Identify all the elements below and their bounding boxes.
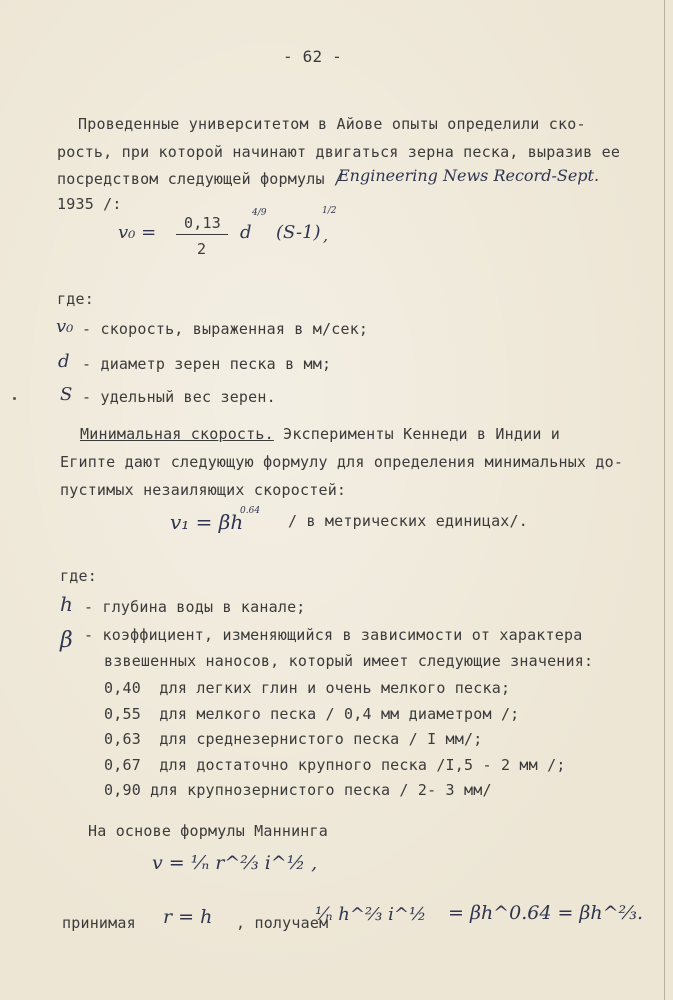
where-2-sym-h: h (60, 592, 73, 616)
margin-dot (13, 397, 16, 400)
formula-1-lhs: v₀ = (118, 222, 157, 243)
value-text: для легких глин и очень мелкого песка; (159, 679, 511, 697)
paragraph-2-line-1 (80, 425, 560, 443)
formula-1-d: d (240, 222, 252, 243)
section-heading: Минимальная скорость. (80, 425, 274, 443)
formula-1-fraction-bar (176, 234, 228, 235)
where-1-text-s: - удельный вес зерен. (82, 388, 276, 406)
paragraph-1-line-2: рость, при которой начинают двигаться зерна песка, выразив ее (57, 143, 621, 161)
value-row-3 (104, 730, 482, 748)
manning-formula: v = ¹⁄ₙ r^⅔ i^½ , (152, 852, 318, 874)
value-number: 0,67 (104, 756, 141, 774)
where-label-1: где: (57, 290, 94, 308)
where-1-sym-d: d (58, 351, 70, 372)
formula-1-s-exponent: 1/2 (322, 206, 337, 216)
paragraph-2-line-3: пустимых незаиляющих скоростей: (60, 481, 347, 499)
paragraph-2-line-1-rest: Эксперименты Кеннеди в Индии и (273, 425, 561, 443)
value-row-4 (104, 756, 566, 774)
where-1-text-d: - диаметр зерен песка в мм; (82, 355, 332, 373)
paragraph-2-line-2: Египте дают следующую формулу для определения минимальных до- (60, 453, 624, 471)
formula-1-s-term: (S-1) (276, 222, 321, 243)
paragraph-3-line-2-c: , получаем (236, 914, 329, 932)
handwritten-source: Engineering News Record-Sept. (338, 166, 600, 185)
formula-1-denominator: 2 (197, 240, 207, 258)
where-2-text-beta-1: - коэффициент, изменяющийся в зависимости от характера (84, 626, 583, 644)
paragraph-3-line-2-e: = βh^0.64 = βh^⅔. (448, 902, 644, 924)
where-label-2: где: (60, 567, 97, 585)
value-text: для среднезернистого песка / I мм/; (159, 730, 483, 748)
formula-1-d-exponent: 4/9 (252, 208, 267, 218)
value-number: 0,63 (104, 730, 141, 748)
value-text: для достаточно крупного песка /I,5 - 2 мм /; (159, 756, 566, 774)
value-text: для мелкого песка / 0,4 мм диаметром /; (159, 705, 520, 723)
where-1-sym-s: S (60, 384, 73, 405)
value-number: 0,90 (104, 781, 141, 799)
value-number: 0,40 (104, 679, 141, 697)
paragraph-1-line-3: посредством следующей формулы / (57, 170, 344, 188)
paragraph-3-line-2-d: ¹⁄ₙ h^⅔ i^½ (315, 904, 427, 925)
paragraph-3-line-2-a: принимая (62, 914, 136, 932)
formula-2-tail: / в метрических единицах/. (288, 512, 528, 530)
value-row-2 (104, 705, 519, 723)
where-1-text-v0: - скорость, выраженная в м/сек; (82, 320, 369, 338)
paragraph-3-line-2-b: r = h (163, 906, 213, 928)
where-2-sym-beta: β (60, 628, 73, 653)
formula-2-exponent: 0.64 (240, 506, 261, 516)
formula-1-numerator: 0,13 (184, 214, 221, 232)
where-1-sym-v0: v₀ (56, 316, 74, 337)
formula-1-comma: , (323, 226, 329, 245)
page-number: - 62 - (283, 47, 342, 66)
page-edge-line (664, 0, 665, 1000)
value-number: 0,55 (104, 705, 141, 723)
value-row-5 (104, 781, 492, 799)
where-2-text-h: - глубина воды в канале; (84, 598, 306, 616)
paragraph-1-line-4: 1935 /: (57, 195, 122, 213)
formula-2-lhs: v₁ = βh (170, 510, 244, 534)
value-text: для крупнозернистого песка / 2- 3 мм/ (150, 781, 492, 799)
paragraph-1-line-1: Проведенные университетом в Айове опыты определили ско- (78, 115, 586, 133)
paragraph-3-line-1: На основе формулы Маннинга (88, 822, 328, 840)
value-row-1 (104, 679, 510, 697)
where-2-text-beta-2: взвешенных наносов, который имеет следующие значения: (104, 652, 594, 670)
